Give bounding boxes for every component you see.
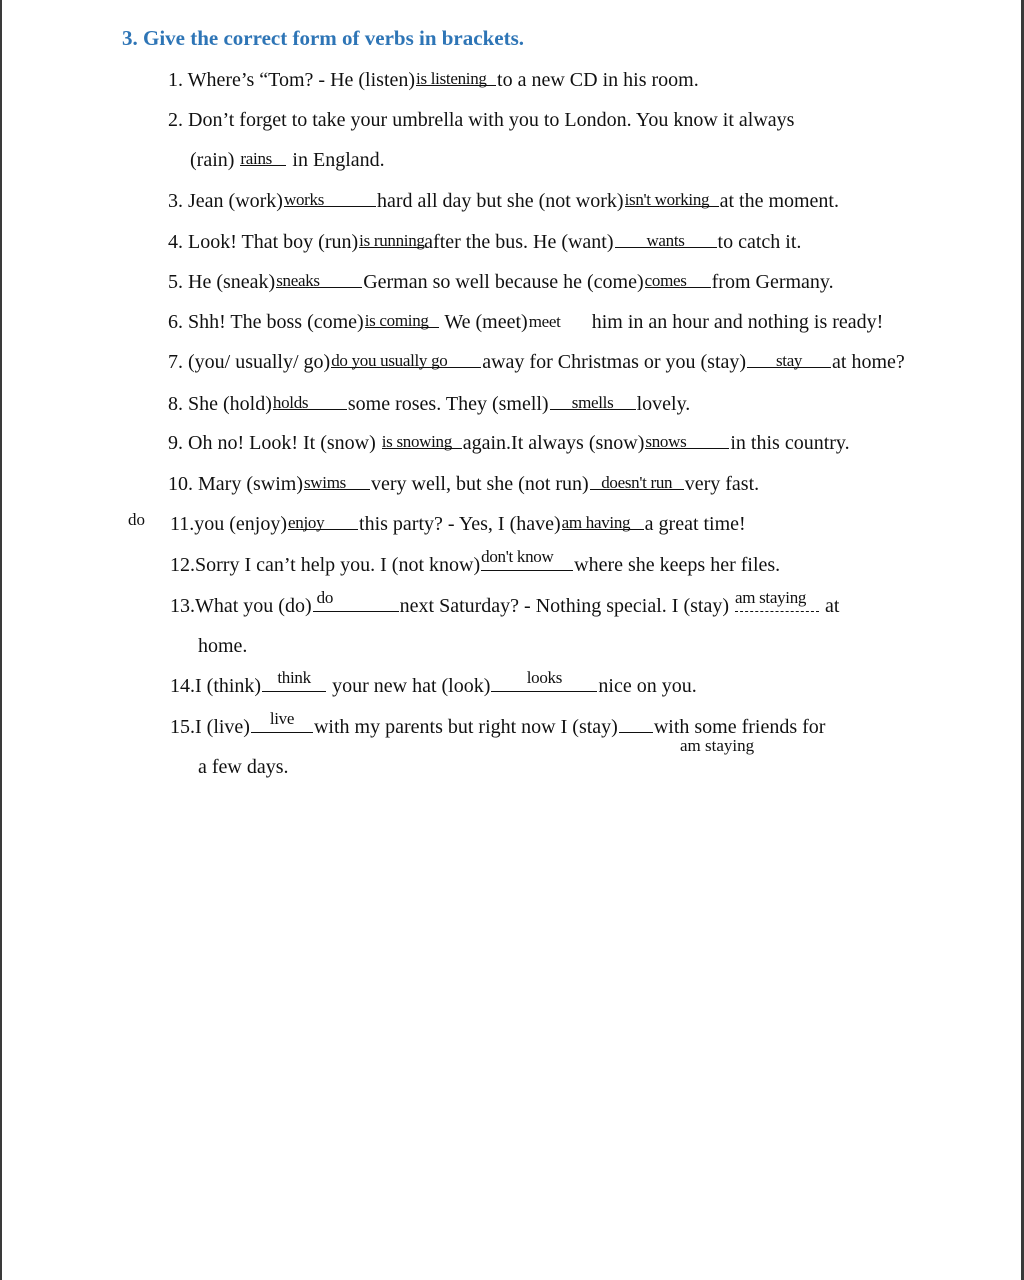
answer-blank-7a: do you usually go: [331, 353, 481, 368]
exercise-item-15-continued: a few days.: [198, 756, 289, 778]
answer-blank-6b: meet: [528, 312, 561, 331]
answer-blank-1a: is listening: [416, 71, 496, 86]
answer-blank-8b: smells: [550, 395, 636, 410]
answer-blank-10b: doesn't run: [590, 475, 684, 490]
answer-blank-15a: live: [251, 718, 313, 733]
exercise-item-13-continued: home.: [198, 635, 248, 657]
answer-blank-7b: stay: [747, 353, 831, 368]
answer-blank-9a: is snowing: [382, 434, 462, 449]
answer-blank-11b: am having: [562, 515, 644, 530]
exercise-item-10: 10. Mary (swim) swims very well, but she (not run) doesn't run very fast.: [168, 473, 760, 495]
margin-note: do: [128, 510, 145, 529]
answer-blank-14a: think: [262, 677, 326, 692]
answer-blank-12a: don't know: [481, 556, 573, 571]
answer-15b-text: am staying: [680, 736, 755, 755]
answer-blank-8a: holds: [273, 395, 347, 410]
answer-blank-6a: is coming: [365, 313, 439, 328]
answer-blank-4b: wants: [615, 233, 717, 248]
exercise-item-7: 7. (you/ usually/ go) do you usually go away for Christmas or you (stay) stay at home?: [168, 351, 905, 373]
answer-blank-11a: enjoy: [288, 515, 358, 530]
exercise-item-14: 14.I (think) think your new hat (look) looks nice on you.: [170, 668, 697, 697]
answer-blank-13b: am staying: [735, 597, 819, 612]
exercise-item-12: 12.Sorry I can’t help you. I (not know) don't know where she keeps her files.: [170, 547, 781, 576]
left-border: [0, 0, 2, 1280]
exercise-item-6: 6. Shh! The boss (come) is coming We (meet) meet him in an hour and nothing is ready!: [168, 311, 884, 333]
answer-blank-2a: rains: [240, 151, 286, 166]
exercise-item-4: 4. Look! That boy (run) is running after the bus. He (want) wants to catch it.: [168, 231, 802, 253]
exercise-item-11: 11.you (enjoy) enjoy this party? - Yes, I (have) am having a great time!: [170, 513, 746, 535]
answer-blank-10a: swims: [304, 475, 370, 490]
answer-blank-3a: works: [284, 192, 376, 207]
answer-blank-3b: isn't working: [625, 192, 719, 207]
exercise-item-2-continued: (rain) rains in England.: [190, 149, 385, 171]
exercise-item-5: 5. He (sneak) sneaks German so well because he (come) comes from Germany.: [168, 271, 834, 293]
exercise-item-9: 9. Oh no! Look! It (snow) is snowing again.It always (snow) snows in this country.: [168, 432, 850, 454]
answer-blank-5a: sneaks: [276, 273, 362, 288]
answer-blank-4a: is running: [359, 231, 425, 250]
answer-blank-5b: comes: [645, 273, 711, 288]
answer-blank-13a: do: [313, 597, 399, 612]
answer-blank-9b: snows: [645, 434, 729, 449]
answer-blank-14b: looks: [491, 677, 597, 692]
exercise-item-2: 2. Don’t forget to take your umbrella with you to London. You know it always: [168, 109, 795, 131]
exercise-item-1: 1. Where’s “Tom? - He (listen) is listening to a new CD in his room.: [168, 69, 699, 91]
exercise-heading: 3. Give the correct form of verbs in brackets.: [122, 26, 524, 50]
answer-blank-15b: [619, 718, 653, 733]
exercise-item-8: 8. She (hold) holds some roses. They (smell) smells lovely.: [168, 393, 691, 415]
exercise-item-15: 15.I (live) live with my parents but right now I (stay) with some friends for: [170, 709, 826, 738]
exercise-item-13: 13.What you (do) do next Saturday? - Nothing special. I (stay) am staying at: [170, 588, 840, 617]
exercise-item-3: 3. Jean (work) works hard all day but she (not work) isn't working at the moment.: [168, 190, 839, 212]
